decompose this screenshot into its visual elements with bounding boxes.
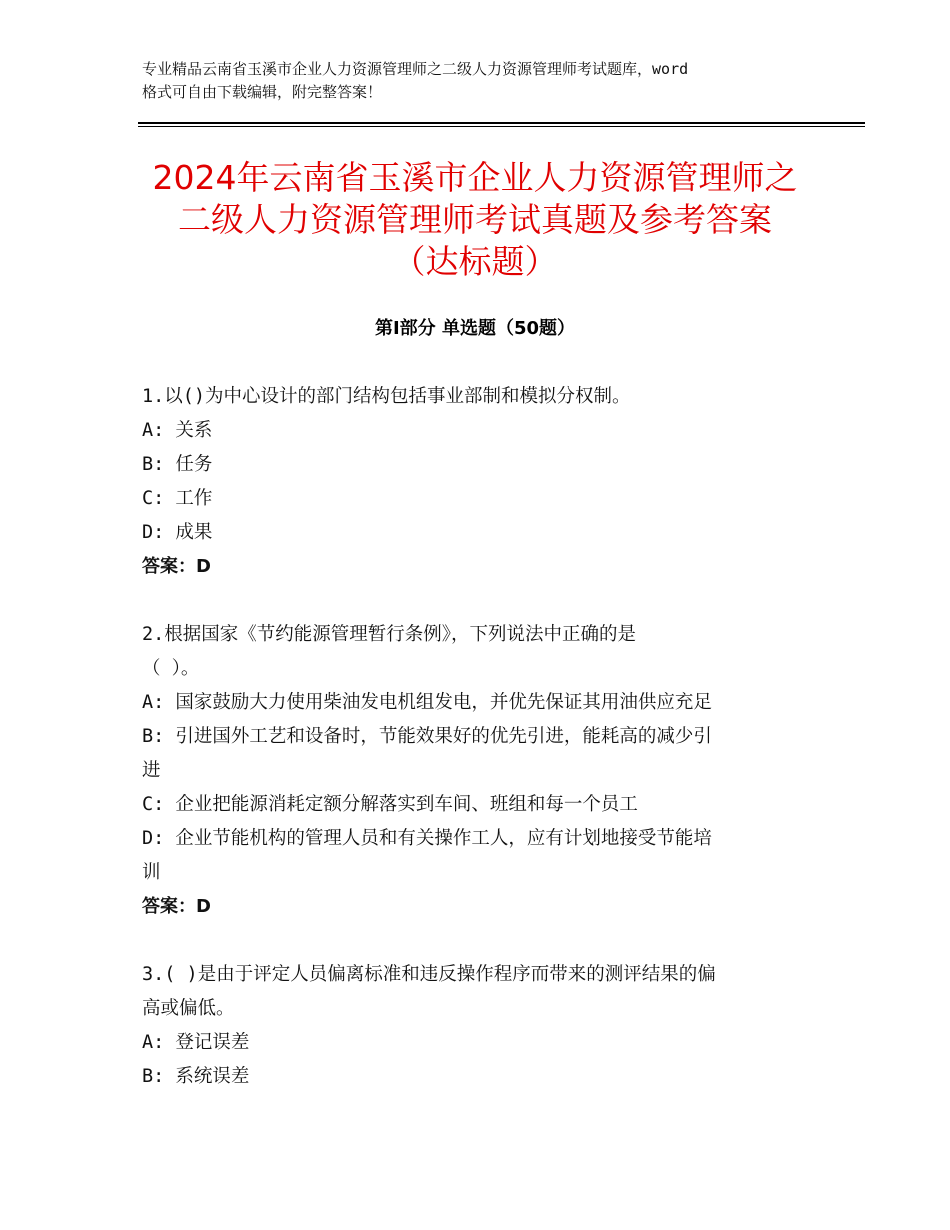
question-stem: 1.以()为中心设计的部门结构包括事业部制和模拟分权制。 bbox=[142, 386, 631, 407]
title-line: （达标题） bbox=[392, 242, 558, 281]
section-heading: 第Ⅰ部分 单选题（50题） bbox=[374, 318, 575, 339]
question-item bbox=[142, 958, 807, 1094]
answer-label: 答案：D bbox=[142, 556, 211, 577]
header-note bbox=[142, 58, 822, 104]
header-divider-thin bbox=[138, 126, 865, 127]
question-stem: 3.( )是由于评定人员偏离标准和违反操作程序而带来的测评结果的偏 bbox=[142, 964, 716, 985]
header-note-line: 专业精品云南省玉溪市企业人力资源管理师之二级人力资源管理师考试题库，word bbox=[142, 60, 689, 78]
option-d: D: 企业节能机构的管理人员和有关操作工人，应有计划地接受节能培 bbox=[142, 828, 712, 849]
question-stem-continued: （ ）。 bbox=[142, 658, 200, 679]
option-b-continued: 进 bbox=[142, 760, 161, 781]
option-a: A: 国家鼓励大力使用柴油发电机组发电，并优先保证其用油供应充足 bbox=[142, 692, 712, 713]
header-divider bbox=[138, 122, 865, 124]
question-stem: 2.根据国家《节约能源管理暂行条例》，下列说法中正确的是 bbox=[142, 624, 637, 645]
option-d-continued: 训 bbox=[142, 862, 161, 883]
option-a: A: 登记误差 bbox=[142, 1032, 250, 1053]
option-d: D: 成果 bbox=[142, 522, 213, 543]
title-line: 2024年云南省玉溪市企业人力资源管理师之 bbox=[152, 158, 798, 197]
document-title bbox=[100, 157, 850, 283]
option-b: B: 引进国外工艺和设备时，节能效果好的优先引进，能耗高的减少引 bbox=[142, 726, 712, 747]
answer-label: 答案：D bbox=[142, 896, 211, 917]
option-a: A: 关系 bbox=[142, 420, 213, 441]
option-c: C: 工作 bbox=[142, 488, 213, 509]
title-line: 二级人力资源管理师考试真题及参考答案 bbox=[178, 200, 772, 239]
question-list bbox=[142, 380, 807, 1128]
header-note-line: 格式可自由下载编辑，附完整答案！ bbox=[142, 83, 383, 101]
question-item bbox=[142, 380, 807, 584]
option-c: C: 企业把能源消耗定额分解落实到车间、班组和每一个员工 bbox=[142, 794, 638, 815]
option-b: B: 任务 bbox=[142, 454, 213, 475]
option-b: B: 系统误差 bbox=[142, 1066, 250, 1087]
question-item bbox=[142, 618, 807, 924]
question-stem-continued: 高或偏低。 bbox=[142, 998, 235, 1019]
